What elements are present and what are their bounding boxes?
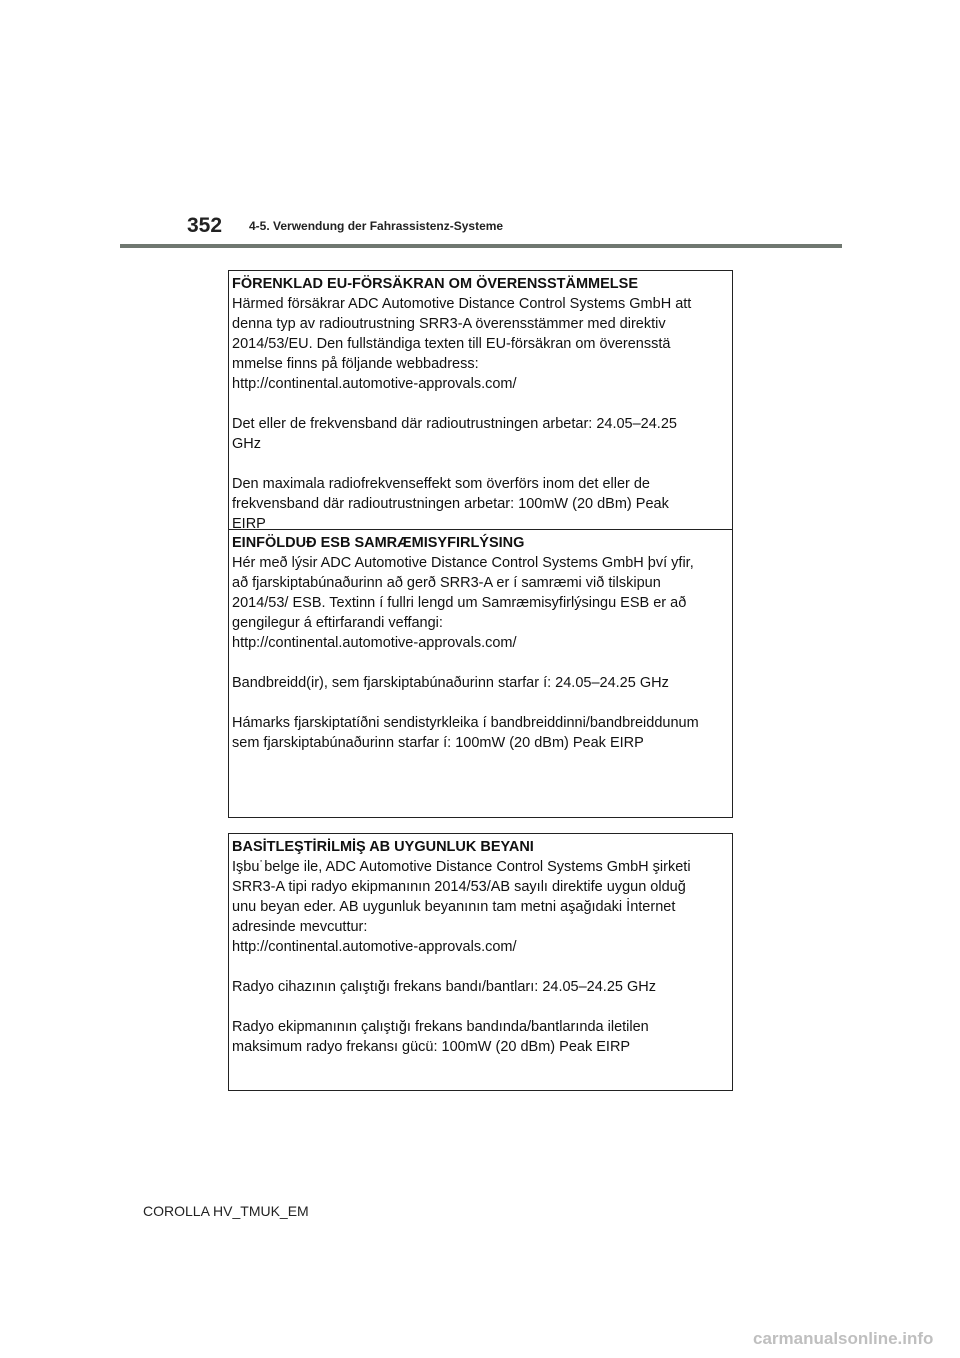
header-divider	[120, 244, 842, 248]
text-line: Radyo ekipmanının çalıştığı frekans bandında/bantlarında iletilen	[232, 1019, 649, 1035]
watermark-text: carmanualsonline.info	[753, 1329, 934, 1348]
text-line: Radyo cihazının çalıştığı frekans bandı/bantları: 24.05–24.25 GHz	[232, 979, 656, 995]
text-line: EIRP	[232, 516, 266, 532]
turkish-declaration	[229, 834, 732, 1063]
text-line: SRR3-A tipi radyo ekipmanının 2014/53/AB sayılı direktife uygun olduğ	[232, 879, 686, 895]
text-line: Hámarks fjarskiptatíðni sendistyrkleika í bandbreiddinni/bandbreiddunum	[232, 715, 699, 731]
text-line: gengilegur á eftirfarandi veffangi:	[232, 615, 443, 631]
turkish-heading: BASİTLEŞTİRİLMİŞ AB UYGUNLUK BEYANI	[232, 839, 534, 855]
page-number: 352	[187, 214, 223, 237]
text-line: maksimum radyo frekansı gücü: 100mW (20 dBm) Peak EIRP	[232, 1039, 631, 1055]
text-line: denna typ av radioutrustning SRR3-A överensstämmer med direktiv	[232, 316, 666, 332]
text-line: unu beyan eder. AB uygunluk beyanının tam metni aşağıdaki İnternet	[232, 899, 676, 915]
turkish-paragraph-1	[232, 857, 730, 957]
text-line: að fjarskiptabúnaðurinn að gerð SRR3-A er í samræmi við tilskipun	[232, 575, 661, 591]
turkish-paragraph-2	[232, 977, 730, 997]
text-line: Härmed försäkrar ADC Automotive Distance Control Systems GmbH att	[232, 296, 692, 312]
text-line: Bandbreidd(ir), sem fjarskiptabúnaðurinn starfar í: 24.05–24.25 GHz	[232, 675, 669, 691]
footer-model-code: COROLLA HV_TMUK_EM	[143, 1203, 309, 1219]
text-line: 2014/53/EU. Den fullständiga texten till EU-försäkran om överensstä	[232, 336, 671, 352]
text-line: adresinde mevcuttur:	[232, 919, 368, 935]
text-line: GHz	[232, 436, 261, 452]
text-line: frekvensband där radioutrustningen arbetar: 100mW (20 dBm) Peak	[232, 496, 669, 512]
turkish-paragraph-3	[232, 1017, 730, 1057]
swedish-paragraph-3	[232, 474, 730, 534]
declaration-box-1	[228, 270, 733, 818]
text-line: Den maximala radiofrekvenseffekt som överförs inom det eller de	[232, 476, 651, 492]
text-line: mmelse finns på följande webbadress:	[232, 356, 479, 372]
text-line: Işbu˙belge ile, ADC Automotive Distance Control Systems GmbH şirketi	[232, 859, 691, 875]
url-line: http://continental.automotive-approvals.com/	[232, 376, 517, 392]
icelandic-heading: EINFÖLDUÐ ESB SAMRÆMISYFIRLÝSING	[232, 535, 525, 551]
swedish-declaration	[229, 271, 732, 532]
icelandic-paragraph-1	[232, 553, 730, 653]
declaration-box-2	[228, 833, 733, 1091]
icelandic-declaration	[229, 529, 732, 759]
text-line: Det eller de frekvensband där radioutrustningen arbetar: 24.05–24.25	[232, 416, 677, 432]
swedish-paragraph-1	[232, 294, 730, 394]
icelandic-paragraph-3	[232, 713, 730, 753]
url-line: http://continental.automotive-approvals.com/	[232, 635, 517, 651]
text-line: 2014/53/ ESB. Textinn í fullri lengd um Samræmisyfirlýsingu ESB er að	[232, 595, 687, 611]
text-line: sem fjarskiptabúnaðurinn starfar í: 100mW (20 dBm) Peak EIRP	[232, 735, 644, 751]
swedish-heading: FÖRENKLAD EU-FÖRSÄKRAN OM ÖVERENSSTÄMMELSE	[232, 276, 639, 292]
chapter-title: 4-5. Verwendung der Fahrassistenz-Systeme	[249, 219, 504, 233]
url-line: http://continental.automotive-approvals.com/	[232, 939, 517, 955]
icelandic-paragraph-2	[232, 673, 730, 693]
swedish-paragraph-2	[232, 414, 730, 454]
text-line: Hér með lýsir ADC Automotive Distance Control Systems GmbH því yfir,	[232, 555, 694, 571]
